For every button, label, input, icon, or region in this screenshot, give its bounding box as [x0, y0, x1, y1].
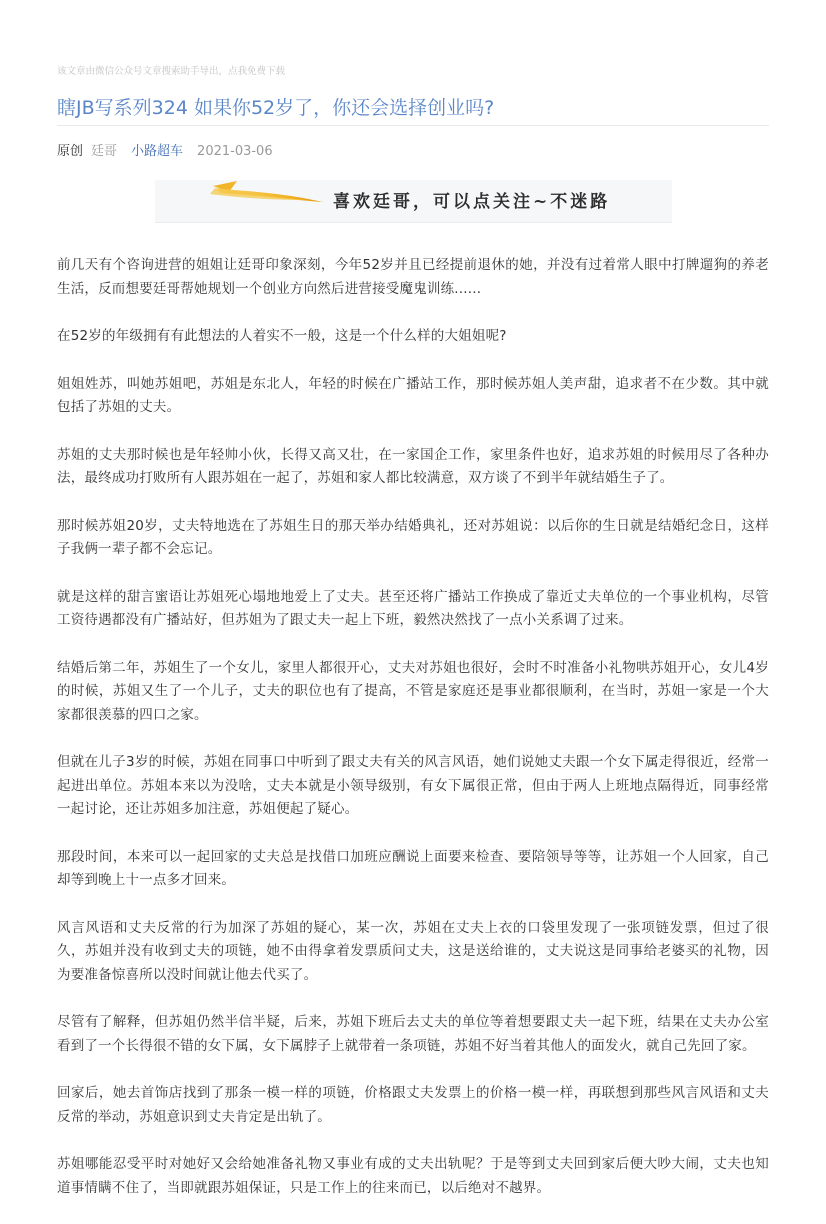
- article-paragraph: 苏姐的丈夫那时候也是年轻帅小伙，长得又高又壮，在一家国企工作，家里条件也好，追求苏姐的时候用尽了各种办法，最终成功打败所有人跟苏姐在一起了，苏姐和家人都比较满意，双方谈了不到半年就结婚生子了。: [57, 446, 769, 486]
- account-link[interactable]: 小路超车: [131, 144, 184, 159]
- article-paragraph: 那段时间，本来可以一起回家的丈夫总是找借口加班应酬说上面要来检查、要陪领导等等，让苏姐一个人回家，自己却等到晚上十一点多才回来。: [57, 848, 769, 888]
- article-paragraph: 姐姐姓苏，叫她苏姐吧，苏姐是东北人，年轻的时候在广播站工作，那时候苏姐人美声甜，追求者不在少数。其中就包括了苏姐的丈夫。: [57, 375, 769, 415]
- original-label: 原创: [57, 144, 84, 159]
- article-paragraph: 前几天有个咨询进营的姐姐让廷哥印象深刻，今年52岁并且已经提前退休的她，并没有过着常人眼中打牌遛狗的养老生活，反而想要廷哥帮她规划一个创业方向然后进营接受魔鬼训练......: [57, 257, 769, 297]
- article-title: 瞎JB写系列324 如果你52岁了，你还会选择创业吗?: [57, 97, 495, 119]
- follow-banner: [155, 180, 672, 223]
- article-paragraph: 苏姐哪能忍受平时对她好又会给她准备礼物又事业有成的丈夫出轨呢？于是等到丈夫回到家后便大吵大闹，丈夫也知道事情瞒不住了，当即就跟苏姐保证，只是工作上的往来而已，以后绝对不越界。: [57, 1156, 769, 1196]
- article-paragraph: 但就在儿子3岁的时候，苏姐在同事口中听到了跟丈夫有关的风言风语，她们说她丈夫跟一个女下属走得很近，经常一起进出单位。苏姐本来以为没啥，丈夫本就是小领导级别，有女下属很正常，但由于两人上班地点隔得近，同事经常一起讨论，还让苏姐多加注意，苏姐便起了疑心。: [57, 754, 769, 817]
- article-paragraph: 在52岁的年级拥有有此想法的人着实不一般，这是一个什么样的大姐姐呢?: [57, 328, 507, 344]
- title-divider: [57, 125, 769, 126]
- article-paragraph: 风言风语和丈夫反常的行为加深了苏姐的疑心，某一次，苏姐在丈夫上衣的口袋里发现了一张项链发票，但过了很久，苏姐并没有收到丈夫的项链，她不由得拿着发票质问丈夫，这是送给谁的，丈夫说这是同事给老婆买的礼物，因为要准备惊喜所以没时间就让他去代买了。: [57, 919, 769, 983]
- export-notice-link[interactable]: 该文章由微信公众号文章搜索助手导出，点我免费下载: [57, 66, 286, 77]
- author-name: 廷哥: [91, 144, 118, 159]
- publish-date: 2021-03-06: [197, 144, 273, 159]
- article-paragraph: 结婚后第二年，苏姐生了一个女儿，家里人都很开心，丈夫对苏姐也很好，会时不时准备小礼物哄苏姐开心，女儿4岁的时候，苏姐又生了一个儿子，丈夫的职位也有了提高，不管是家庭还是事业都很顺利，在当时，苏姐一家是一个大家都很羡慕的四口之家。: [57, 659, 769, 723]
- banner-slogan: 喜欢廷哥，可以点关注~不迷路: [333, 192, 611, 212]
- article-body: [57, 254, 769, 1224]
- article-paragraph: 那时候苏姐20岁，丈夫特地选在了苏姐生日的那天举办结婚典礼，还对苏姐说：以后你的生日就是结婚纪念日，这样子我俩一辈子都不会忘记。: [57, 517, 769, 557]
- article-paragraph: 回家后，她去首饰店找到了那条一模一样的项链，价格跟丈夫发票上的价格一模一样，再联想到那些风言风语和丈夫反常的举动，苏姐意识到丈夫肯定是出轨了。: [57, 1085, 769, 1125]
- article-paragraph: 尽管有了解释，但苏姐仍然半信半疑，后来，苏姐下班后去丈夫的单位等着想要跟丈夫一起下班，结果在丈夫办公室看到了一个长得很不错的女下属，女下属脖子上就带着一条项链，苏姐不好当着其他人的面发火，就自己先回了家。: [57, 1014, 769, 1054]
- article-meta: [57, 140, 273, 159]
- article-paragraph: 就是这样的甜言蜜语让苏姐死心塌地地爱上了丈夫。甚至还将广播站工作换成了靠近丈夫单位的一个事业机构，尽管工资待遇都没有广播站好，但苏姐为了跟丈夫一起上下班，毅然决然找了一点小关系调了过来。: [57, 588, 769, 628]
